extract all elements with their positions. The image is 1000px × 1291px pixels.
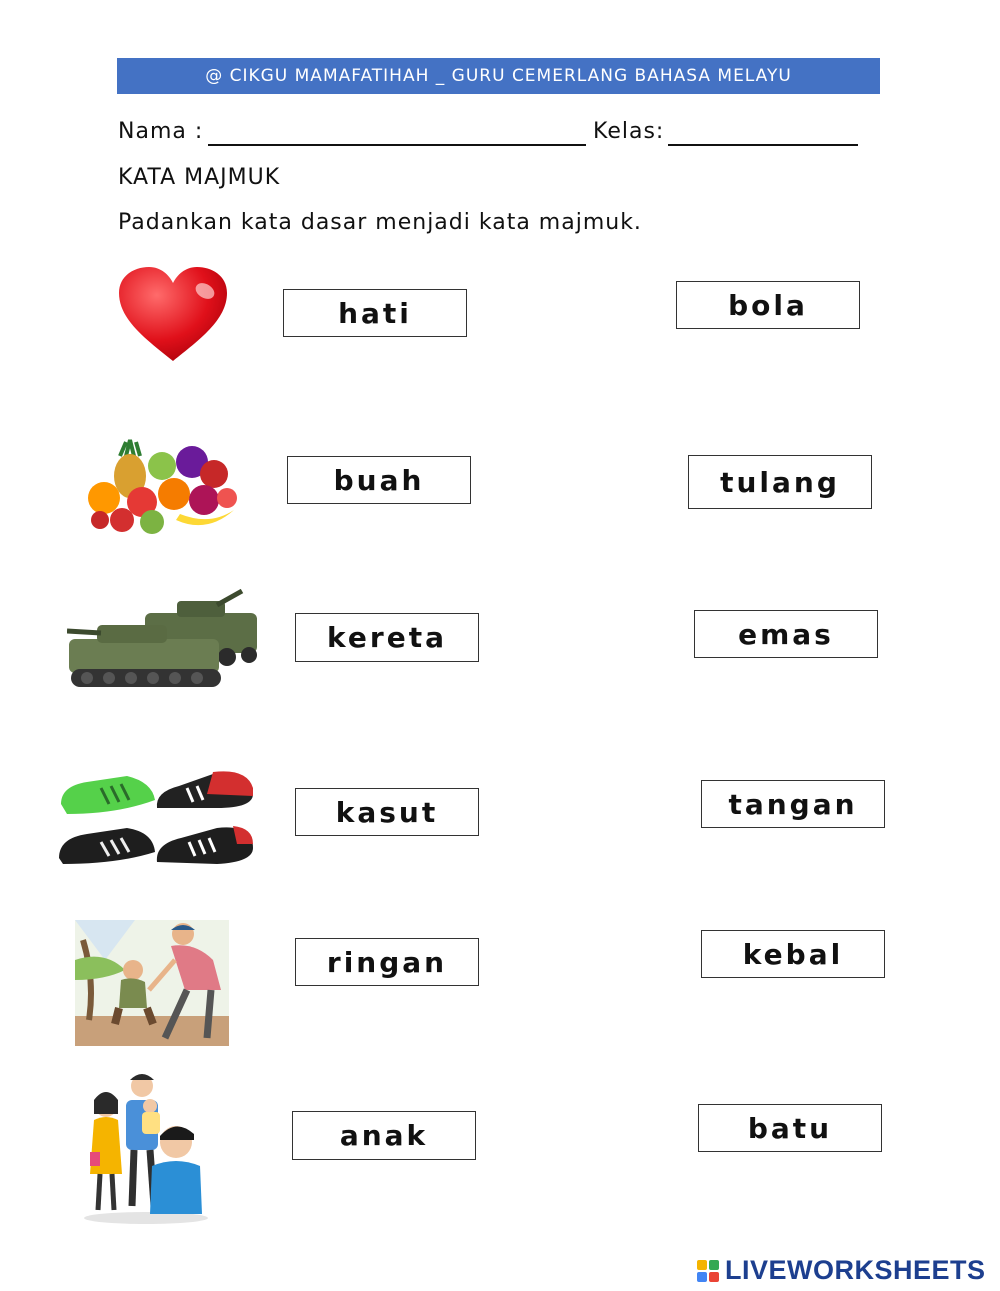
class-input-line[interactable] (668, 144, 858, 146)
class-label: Kelas: (593, 119, 665, 144)
liveworksheets-logo[interactable] (697, 1255, 986, 1286)
tank-icon (67, 583, 263, 691)
football-boots-icon (57, 764, 257, 880)
left-word-box[interactable]: ringan (295, 938, 479, 986)
right-word-box[interactable]: kebal (701, 930, 885, 978)
name-input-line[interactable] (208, 144, 586, 146)
worksheet-title: KATA MAJMUK (118, 165, 281, 190)
right-word-box[interactable]: emas (694, 610, 878, 658)
brand-text: LIVEWORKSHEETS (725, 1255, 986, 1285)
left-word-box[interactable]: hati (283, 289, 467, 337)
instruction-text: Padankan kata dasar menjadi kata majmuk. (118, 210, 642, 235)
fruits-icon (82, 436, 238, 534)
helping-hands-icon (75, 920, 229, 1046)
right-word-box[interactable]: tulang (688, 455, 872, 509)
right-word-box[interactable]: bola (676, 281, 860, 329)
right-word-box[interactable]: tangan (701, 780, 885, 828)
right-word-box[interactable]: batu (698, 1104, 882, 1152)
header-banner: @ CIKGU MAMAFATIHAH _ GURU CEMERLANG BAHASA MELAYU (117, 58, 880, 94)
left-word-box[interactable]: kereta (295, 613, 479, 662)
logo-grid-icon (697, 1260, 719, 1282)
name-label: Nama : (118, 119, 204, 144)
left-word-box[interactable]: kasut (295, 788, 479, 836)
left-word-box[interactable]: buah (287, 456, 471, 504)
left-word-box[interactable]: anak (292, 1111, 476, 1160)
family-icon (78, 1070, 214, 1226)
heart-icon (117, 265, 229, 363)
